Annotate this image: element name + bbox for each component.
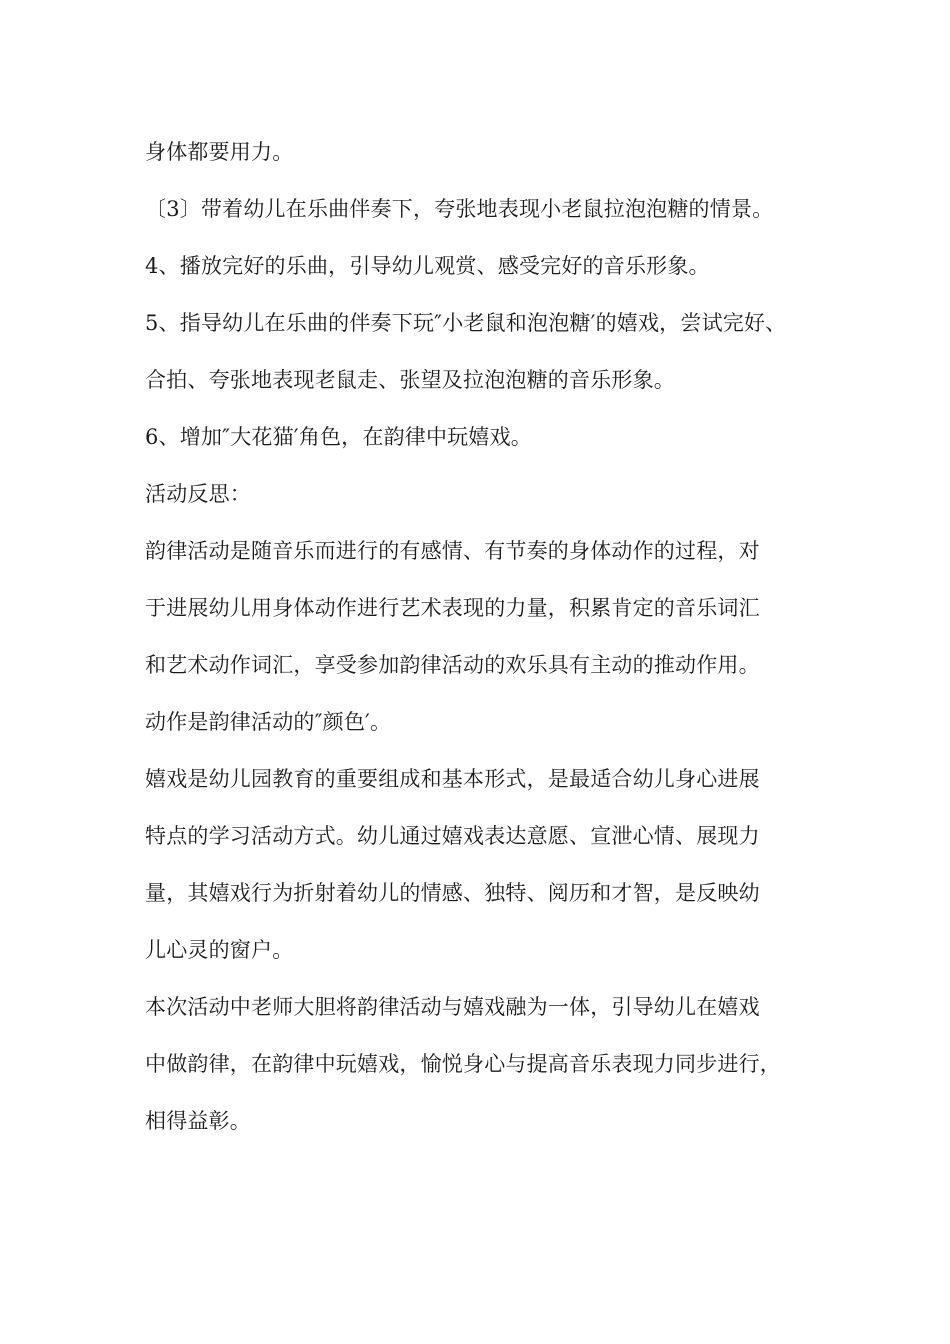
text-line: 动作是韵律活动的″颜色′。: [145, 710, 392, 734]
text-line: 5、指导幼儿在乐曲的伴奏下玩″小老鼠和泡泡糖′的嬉戏，尝试完好、: [145, 311, 787, 335]
text-line: 合拍、夸张地表现老鼠走、张望及拉泡泡糖的音乐形象。: [145, 368, 675, 392]
text-line: 量，其嬉戏行为折射着幼儿的情感、独特、阅历和才智，是反映幼: [145, 881, 760, 905]
text-line: 4、播放完好的乐曲，引导幼儿观赏、感受完好的音乐形象。: [145, 254, 710, 278]
text-line: 本次活动中老师大胆将韵律活动与嬉戏融为一体，引导幼儿在嬉戏: [145, 995, 760, 1019]
text-line: 儿心灵的窗户。: [145, 938, 294, 962]
section-heading: 活动反思：: [145, 482, 251, 506]
text-line: 相得益彰。: [145, 1109, 251, 1133]
text-line: 6、增加″大花猫′角色，在韵律中玩嬉戏。: [145, 425, 532, 449]
text-line: 和艺术动作词汇，享受参加韵律活动的欢乐具有主动的推动作用。: [145, 653, 760, 677]
text-line: 〔3〕带着幼儿在乐曲伴奏下，夸张地表现小老鼠拉泡泡糖的情景。: [145, 197, 774, 221]
text-line: 身体都要用力。: [145, 140, 294, 164]
text-line: 于进展幼儿用身体动作进行艺术表现的力量，积累肯定的音乐词汇: [145, 596, 760, 620]
text-line: 嬉戏是幼儿园教育的重要组成和基本形式，是最适合幼儿身心进展: [145, 767, 760, 791]
text-line: 中做韵律，在韵律中玩嬉戏，愉悦身心与提高音乐表现力同步进行，: [145, 1052, 781, 1076]
text-line: 特点的学习活动方式。幼儿通过嬉戏表达意愿、宣泄心情、展现力: [145, 824, 760, 848]
text-line: 韵律活动是随音乐而进行的有感情、有节奏的身体动作的过程，对: [145, 539, 760, 563]
